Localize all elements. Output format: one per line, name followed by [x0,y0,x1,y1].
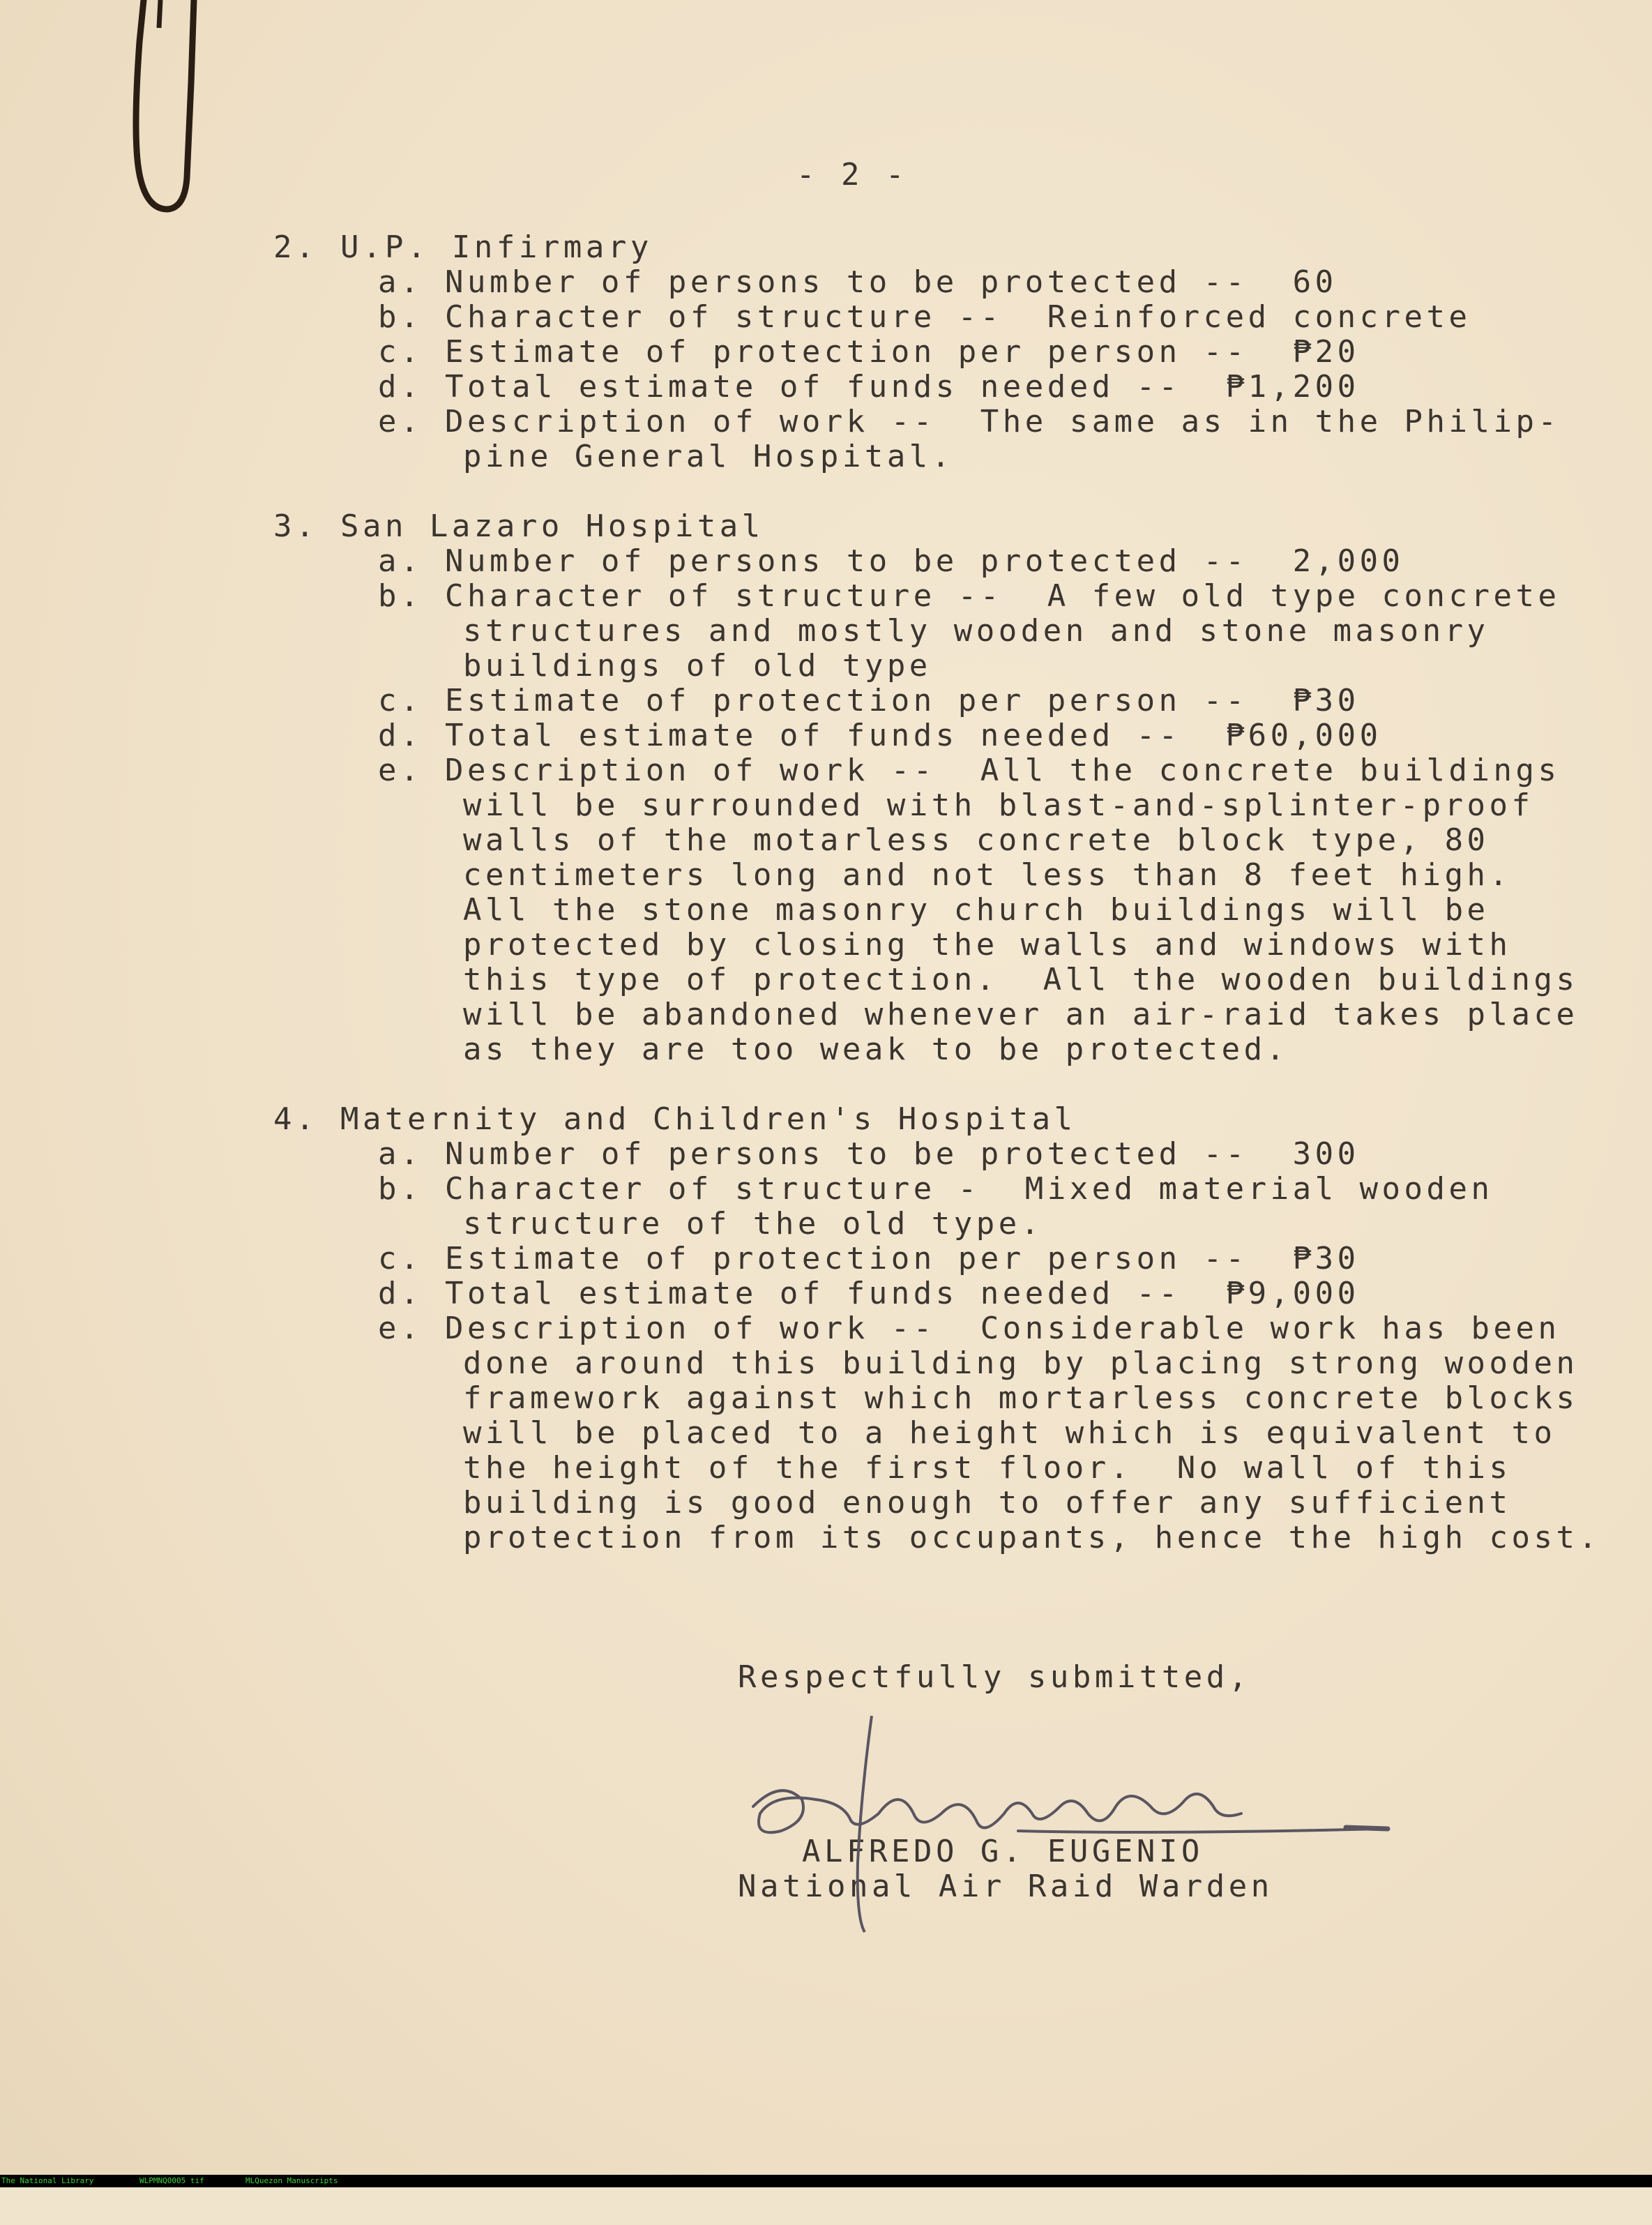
footer-collection: MLQuezon Manuscripts [245,2176,338,2185]
section-heading: 4. Maternity and Children's Hospital [273,1101,1077,1137]
list-item: c. Estimate of protection per person -- ₱30 [378,1241,1360,1276]
paper-clip-mark [119,0,202,223]
list-item-continuation: centimeters long and not less than 8 feet high. [463,857,1512,893]
list-item-continuation: All the stone masonry church buildings will be [463,892,1490,928]
list-item-continuation: structures and mostly wooden and stone masonry [463,613,1490,649]
list-item: d. Total estimate of funds needed -- ₱60,000 [378,718,1382,753]
list-item: a. Number of persons to be protected -- 60 [378,264,1337,300]
signatory-title: National Air Raid Warden [738,1869,1273,1904]
list-item: c. Estimate of protection per person -- ₱20 [378,334,1360,370]
list-item: e. Description of work -- Considerable work has been [378,1311,1561,1346]
handwritten-signature [739,1709,1395,1939]
list-item-continuation: the height of the first floor. No wall of this [463,1450,1512,1486]
list-item: b. Character of structure -- A few old type concrete [378,578,1561,614]
footer-file-id: WLPMNQ0005 tif [139,2176,204,2185]
list-item-continuation: building is good enough to offer any sufficient [463,1485,1512,1521]
closing-salutation: Respectfully submitted, [738,1659,1251,1695]
list-item: d. Total estimate of funds needed -- ₱1,200 [378,369,1360,405]
list-item-continuation: framework against which mortarless concrete blocks [463,1380,1579,1416]
list-item-continuation: as they are too weak to be protected. [463,1032,1289,1067]
list-item: a. Number of persons to be protected -- 300 [378,1136,1360,1172]
list-item-continuation: will be surrounded with blast-and-splinter-proof [463,787,1534,823]
list-item-continuation: buildings of old type [463,648,932,684]
footer-library: The National Library [1,2176,94,2185]
list-item: b. Character of structure - Mixed material wooden [378,1171,1494,1207]
list-item: b. Character of structure -- Reinforced concrete [378,299,1471,335]
list-item-continuation: protection from its occupants, hence the high cost. [463,1520,1601,1555]
list-item-continuation: this type of protection. All the wooden buildings [463,962,1579,997]
list-item: e. Description of work -- All the concrete buildings [378,753,1561,788]
list-item-continuation: will be abandoned whenever an air-raid takes place [463,997,1579,1032]
list-item-continuation: will be placed to a height which is equivalent to [463,1415,1556,1451]
list-item-continuation: protected by closing the walls and windows with [463,927,1512,963]
section-heading: 2. U.P. Infirmary [273,229,653,265]
list-item-continuation: pine General Hospital. [463,439,954,474]
list-item-continuation: done around this building by placing strong wooden [463,1345,1579,1381]
list-item: e. Description of work -- The same as in the Philip- [378,404,1561,439]
list-item: c. Estimate of protection per person -- ₱30 [378,683,1360,718]
signatory-name: ALFREDO G. EUGENIO [802,1834,1204,1869]
list-item-continuation: structure of the old type. [463,1206,1043,1242]
list-item: d. Total estimate of funds needed -- ₱9,000 [378,1276,1360,1311]
page-number: - 2 - [796,157,908,193]
list-item: a. Number of persons to be protected -- 2,000 [378,543,1404,579]
section-heading: 3. San Lazaro Hospital [273,508,764,544]
list-item-continuation: walls of the motarless concrete block type, 80 [463,822,1490,858]
scan-footer-bar [0,2175,1652,2187]
